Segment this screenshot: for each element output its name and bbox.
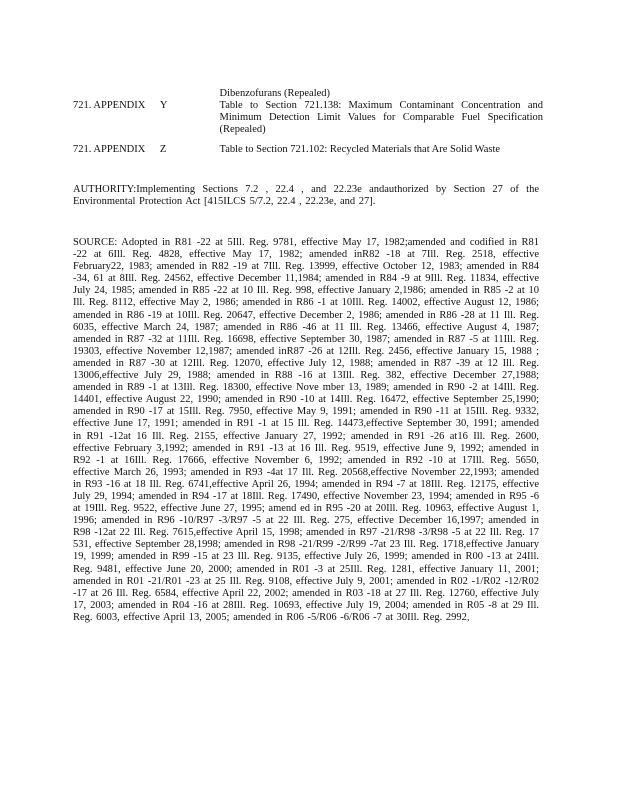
- appendix-letter: Z: [159, 144, 167, 155]
- authority-note: AUTHORITY:Implementing Sections 7.2 , 22.4 , and 22.23e andauthorized by Section 27 of the Environmental Protection Act [415ILCS 5/7.2, 22.4 , 22.23e, and 27].: [73, 184, 539, 208]
- appendix-description: Table to Section 721.102: Recycled Materials that Are Solid Waste: [219, 144, 501, 155]
- appendix-table: [73, 88, 543, 156]
- appendix-letter: [160, 88, 220, 100]
- appendix-description: Table to Section 721.138: Maximum Contaminant Concentration and Minimum Detection Limit Values for Comparable Fuel Specification (Repealed): [219, 100, 543, 135]
- appendix-description: Dibenzofurans (Repealed): [219, 88, 331, 99]
- appendix-row: [73, 136, 543, 156]
- source-note: SOURCE: Adopted in R81 -22 at 5Ill. Reg. 9781, effective May 17, 1982;amended and codified in R81 -22 at 6Ill. Reg. 4828, effective May 17, 1982; amended inR82 -18 at 7Ill. Reg. 2518, effective February22, 1983; amended in R82 -19 at 7Ill. Reg. 13999, effective October 12, 1983; amended in R84 -34, 61 at 8Ill. Reg. 24562, effective December 11,1984; amended in R84 -9 at 9Ill. Reg. 11834, effective July 24, 1985; amended in R85 -22 at 10 Ill. Reg. 998, effective January 2,1986; amended in R85 -2 at 10 Ill. Reg. 8112, effective May 2, 1986; amended in R86 -1 at 10Ill. Reg. 14002, effective August 12, 1986; amended in R86 -19 at 10Ill. Reg. 20647, effective December 2, 1986; amended in R86 -28 at 11 Ill. Reg. 6035, effective March 24, 1987; amended in R86 -46 at 11 Ill. Reg. 13466, effective August 4, 1987; amended in R87 -32 at 11Ill. Reg. 16698, effective September 30, 1987; amended in R87 -5 at 11Ill. Reg. 19303, effective November 12,1987; amended inR87 -26 at 12Ill. Reg. 2456, effective January 15, 1988 ; amended in R87 -30 at 12Ill. Reg. 12070, effective July 12, 1988; amended in R87 -39 at 12 Ill. Reg. 13006,effective July 29, 1988; amended in R88 -16 at 13Ill. Reg. 382, effective December 27,1988; amended in R89 -1 at 13Ill. Reg. 18300, effective Nove mber 13, 1989; amended in R90 -2 at 14Ill. Reg. 14401, effective August 22, 1990; amended in R90 -10 at 14Ill. Reg. 16472, effective September 25,1990; amended in R90 -17 at 15Ill. Reg. 7950, effective May 9, 1991; amended in R90 -11 at 15Ill. Reg. 9332, effective June 17, 1991; amended in R91 -1 at 15 Ill. Reg. 14473,effective September 30, 1991; amended in R91 -12at 16 Ill. Reg. 2155, effective January 27, 1992; amended in R91 -26 at16 Ill. Reg. 2600, effective February 3,1992; amended in R91 -13 at 16 Ill. Reg. 9519, effective June 9, 1992; amended in R92 -1 at 16Ill. Reg. 17666, effective November 6, 1992; amended in R92 -10 at 17Ill. Reg. 5650, effective March 26, 1993; amended in R93 -4at 17 Ill. Reg. 20568,effective November 22,1993; amended in R93 -16 at 18 Ill. Reg. 6741,effective April 26, 1994; amended in R94 -7 at 18Ill. Reg. 12175, effective July 29, 1994; amended in R94 -17 at 18Ill. Reg. 17490, effective November 23, 1994; amended in R95 -6 at 19Ill. Reg. 9522, effective June 27, 1995; amend ed in R95 -20 at 20Ill. Reg. 10963, effective August 1, 1996; amended in R96 -10/R97 -3/R97 -5 at 22 Ill. Reg. 275, effective December 16,1997; amended in R98 -12at 22 Ill. Reg. 7615,effective April 15, 1998; amended in R97 -21/R98 -3/R98 -5 at 22 Ill. Reg. 17 531, effective September 28,1998; amended in R98 -21/R99 -2/R99 -7at 23 Ill. Reg. 1718,effective January 19, 1999; amended in R99 -15 at 23 Ill. Reg. 9135, effective July 26, 1999; amended in R00 -13 at 24Ill. Reg. 9481, effective June 20, 2000; amended in R01 -3 at 25Ill. Reg. 1281, effective January 11, 2001; amended in R01 -21/R01 -23 at 25 Ill. Reg. 9108, effective July 9, 2001; amended in R02 -1/R02 -12/R02 -17 at 26 Ill. Reg. 6584, effective April 22, 2002; amended in R03 -18 at 27 Ill. Reg. 12760, effective July 17, 2003; amended in R04 -16 at 28Ill. Reg. 10693, effective July 19, 2004; amended in R05 -8 at 29 Ill. Reg. 6003, effective April 13, 2005; amended in R06 -5/R06 -6/R06 -7 at 30Ill. Reg. 2992,: [73, 237, 540, 623]
- appendix-id: 721. APPENDIX: [73, 100, 146, 111]
- appendix-row: [73, 100, 543, 136]
- appendix-id: [73, 88, 160, 100]
- appendix-letter: Y: [159, 100, 168, 111]
- appendix-id: 721. APPENDIX: [73, 144, 146, 155]
- appendix-row: [73, 88, 543, 100]
